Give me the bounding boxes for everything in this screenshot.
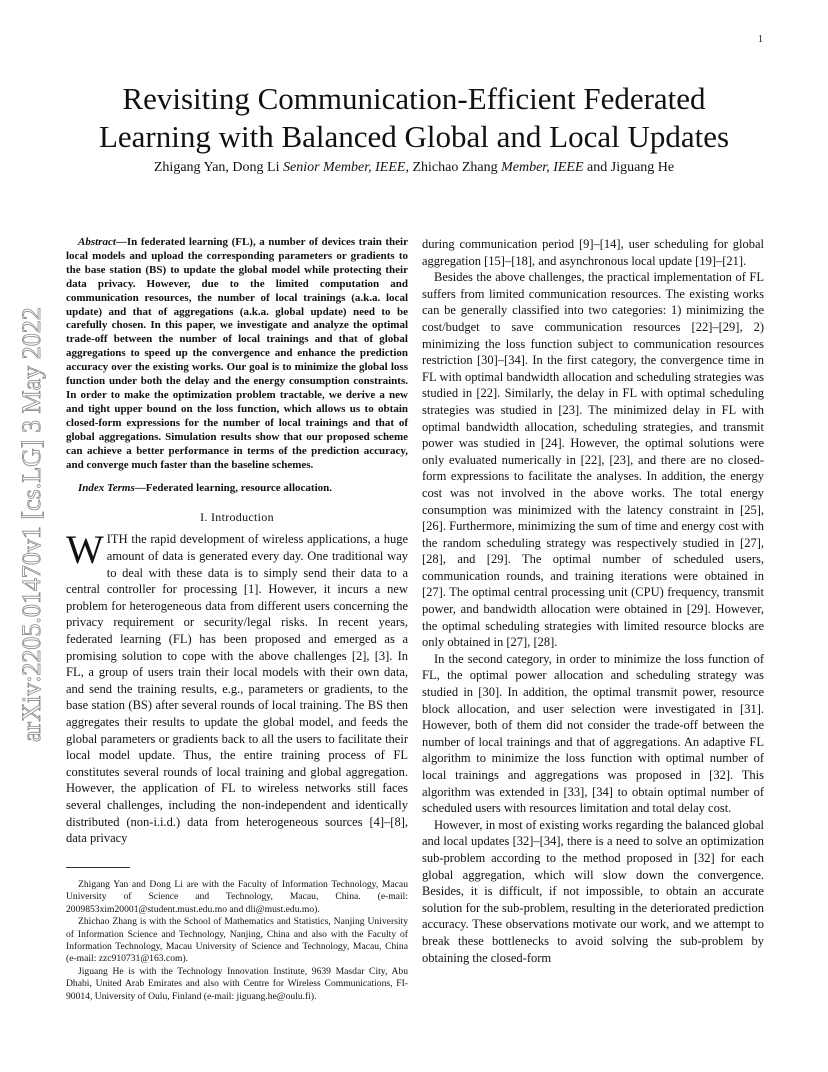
intro-paragraph-text: ITH the rapid development of wireless applications, a huge amount of data is generated every day. One traditional way to deal with these data is to simply send their data to a central controller for processing [1]. However, it incurs a new problem for heterogeneous data from different users concerning the privacy requirement or security/legal risks. In recent years, federated learning (FL) has been proposed and emerged as a promising solution to cope with the above challenges [2], [3]. In FL, a group of users train their local models with their own data, and send the training results, e.g., parameters or gradients, to the base station (BS) after several rounds of local training. The BS then aggregates their results to update the global model, and feeds the global parameters or gradients back to all the users to facilitate their local model update. Thus, the entire training process of FL constitutes several rounds of local training and global aggregation. However, the application of FL to wireless networks still faces several challenges, including the non-independent and identically distributed (non-i.i.d.) data from heterogeneous sources [4]–[8], data privacy [66,532,408,846]
title-line-1: Revisiting Communication-Efficient Federated [122,81,706,116]
section-heading-introduction: I. Introduction [200,510,274,525]
footnote-rule [66,867,130,868]
arxiv-stamp-text: arXiv:2205.01470v1 [cs.LG] 3 May 2022 [17,307,46,742]
title-line-2: Learning with Balanced Global and Local Updates [98,119,730,154]
author-3: and Jiguang He [583,160,675,175]
right-paragraph-3: In the second category, in order to minimize the loss function of FL, the optimal power allocation and scheduling strategy was studied in [30]. In addition, the optimal transmit power, resource block allocation, and user selection were investigated in [31]. However, both of them did not consider the trade-off between the number of local trainings and that of aggregations. An adaptive FL algorithm to minimize the loss function with optimal number of local trainings and aggregations was proposed in [32]. This algorithm was extended in [33], [34] to obtain optimal number of scheduled users with resources limitation and total delay cost. [422,651,764,816]
intro-paragraph [66,527,408,846]
right-paragraph-2: Besides the above challenges, the practical implementation of FL suffers from limited communication resources. The existing works can be generally classified into two categories: 1) minimizing the cost/budget to save communication resources [22]–[29], 2) minimizing the loss function subject to communication resources restriction [30]–[34]. In the first category, the convergence time in FL with optimal bandwidth allocation and scheduling strategies was studied in [22]. Similarly, the delay in FL with optimal scheduling strategies was studied in [23]. The minimized delay in FL with optimal bandwidth allocation, scheduling strategies, and transmit power was studied in [24]. However, the optimal solutions were only evaluated numerically in [22], [23], and there are no closed-form expressions to facilitate the analyses. In addition, the energy cost was not involved in the above works. The total energy consumption was minimized with the latency constraint in [25], [26]. Furthermore, minimizing the sum of time and energy cost with the random scheduling strategy was respectively studied in [27], [28], and [29]. The optimal number of scheduled users, communication rounds, and training iterations were obtained in [27]. The optimal central processing unit (CPU) frequency, transmit power, and bandwidth allocation were obtained in [29]. However, the optimal scheduling strategies with limited resource blocks are only obtained in [27], [28]. [422,270,764,650]
author-1: Zhigang Yan, Dong Li [153,160,283,175]
abstract-label: Abstract [78,236,116,248]
author-1-role: Senior Member, IEEE, [283,160,409,175]
author-2: Zhichao Zhang [408,160,502,175]
author-list [60,160,768,176]
page-number: 1 [758,34,763,45]
left-column [66,236,408,847]
right-column [422,236,764,966]
right-paragraph-1: during communication period [9]–[14], user scheduling for global aggregation [15]–[18], and asynchronous local update [19]–[21]. [422,237,764,268]
right-paragraph-4: However, in most of existing works regarding the balanced global and local updates [32]–[34], there is a need to solve an optimization sub-problem according to the method proposed in [32] for each global aggregation, which will slow down the convergence. Besides, it is difficult, if not impossible, to obtain an accurate solution for the sub-problem, resulting in the deteriorated prediction accuracy. These observations motivate our work, and we attempt to break these bottlenecks to avoid solving the sub-problem by obtaining the closed-form [422,817,764,965]
index-terms [66,482,408,494]
footnote-3: Jiguang He is with the Technology Innovation Institute, 9639 Masdar City, Abu Dhabi, United Arab Emirates and also with Centre for Wireless Communications, FI-90014, University of Oulu, Finland (e-mail: jiguang.he@oulu.fi). [66,965,408,1002]
index-terms-label: Index Terms [78,482,135,495]
footnote-1: Zhigang Yan and Dong Li are with the Faculty of Information Technology, Macau University of Science and Technology, Macau, China. (e-mail: 2009853xim20001@student.must.edu.mo and dli@must.edu.mo). [66,879,408,915]
drop-cap: W [66,527,104,573]
author-2-role: Member, IEEE [501,160,584,175]
abstract-text: —In federated learning (FL), a number of devices train their local models and upload the corresponding parameters or gradients to the base station (BS) to update the global model while protecting their data privacy. However, due to the limited computation and communication resources, the number of local trainings (a.k.a. local update) and that of aggregations (a.k.a. global update) need to be carefully chosen. In this paper, we investigate and analyze the optimal trade-off between the number of local trainings and that of global aggregations to speed up the convergence and enhance the prediction accuracy over the existing works. Our goal is to minimize the global loss function under both the delay and the energy consumption constraints. In order to make the optimization problem tractable, we derive a new and tight upper bound on the loss function, which allows us to obtain closed-form expressions for the number of local trainings and that of global aggregations. Simulation results show that our proposed scheme can achieve a better performance in terms of the prediction accuracy, and converge much faster than the baseline schemes. [66,236,408,471]
abstract [66,236,408,472]
paper-title [60,80,768,156]
footnotes [66,879,408,1003]
footnote-2: Zhichao Zhang is with the School of Mathematics and Statistics, Nanjing University of Information Science and Technology, Nanjing, China and also with the Faculty of Information Technology, Macau University of Science and Technology, Macau, China (e-mail: zzc910731@163.com). [66,916,408,965]
arxiv-stamp [8,250,52,750]
index-terms-text: —Federated learning, resource allocation. [134,482,333,495]
